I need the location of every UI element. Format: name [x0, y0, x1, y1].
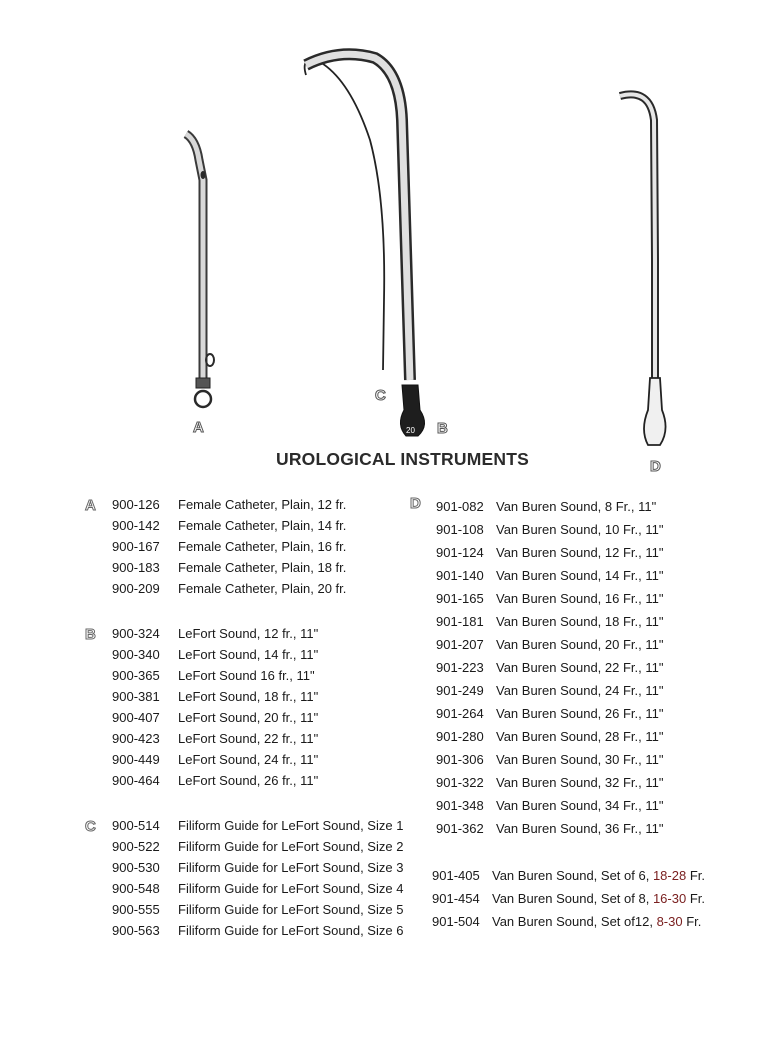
item-description: Filiform Guide for LeFort Sound, Size 5 — [178, 902, 404, 917]
size-mark-label: 20 — [406, 426, 415, 435]
item-code: 900-407 — [112, 710, 160, 725]
figure-label-d: D — [650, 458, 661, 475]
item-description: Filiform Guide for LeFort Sound, Size 2 — [178, 839, 404, 854]
page-title: UROLOGICAL INSTRUMENTS — [276, 449, 529, 469]
item-code: 900-209 — [112, 581, 160, 596]
item-description: Van Buren Sound, 30 Fr., 11" — [496, 752, 664, 767]
item-code: 901-140 — [436, 568, 484, 583]
item-code: 901-504 — [432, 914, 480, 929]
female-catheter-drawing — [186, 134, 214, 407]
figure-label-c: C — [375, 387, 386, 404]
group-a-letter: A — [85, 497, 96, 514]
item-code: 900-167 — [112, 539, 160, 554]
item-code: 901-280 — [436, 729, 484, 744]
item-description: LeFort Sound, 18 fr., 11" — [178, 689, 319, 704]
item-description: Van Buren Sound, 20 Fr., 11" — [496, 637, 664, 652]
item-description: Van Buren Sound, 10 Fr., 11" — [496, 522, 664, 537]
item-description: LeFort Sound, 14 fr., 11" — [178, 647, 319, 662]
group-b-letter: B — [85, 626, 96, 643]
item-code: 901-082 — [436, 499, 484, 514]
item-code: 900-183 — [112, 560, 160, 575]
item-description: LeFort Sound, 20 fr., 11" — [178, 710, 319, 725]
item-description: Van Buren Sound, 32 Fr., 11" — [496, 775, 664, 790]
item-description: Van Buren Sound, 16 Fr., 11" — [496, 591, 664, 606]
item-code: 900-464 — [112, 773, 160, 788]
item-code: 901-207 — [436, 637, 484, 652]
item-code: 900-522 — [112, 839, 160, 854]
item-description: Van Buren Sound, 26 Fr., 11" — [496, 706, 664, 721]
item-code: 900-423 — [112, 731, 160, 746]
item-description: LeFort Sound, 24 fr., 11" — [178, 752, 319, 767]
item-description: Van Buren Sound, 28 Fr., 11" — [496, 729, 664, 744]
item-description: Van Buren Sound, Set of 8, 16-30 Fr. — [492, 891, 705, 906]
item-description: Filiform Guide for LeFort Sound, Size 1 — [178, 818, 404, 833]
item-code: 901-165 — [436, 591, 484, 606]
item-description: Filiform Guide for LeFort Sound, Size 6 — [178, 923, 404, 938]
size-range: 8-30 — [656, 914, 683, 929]
lefort-sound-drawing — [306, 54, 425, 436]
item-description: Van Buren Sound, Set of 6, 18-28 Fr. — [492, 868, 705, 883]
item-code: 901-322 — [436, 775, 484, 790]
item-code: 901-306 — [436, 752, 484, 767]
item-code: 901-108 — [436, 522, 484, 537]
instrument-illustration — [0, 0, 780, 480]
item-description: Van Buren Sound, 34 Fr., 11" — [496, 798, 664, 813]
item-code: 900-142 — [112, 518, 160, 533]
item-code: 900-548 — [112, 881, 160, 896]
item-description: LeFort Sound, 22 fr., 11" — [178, 731, 319, 746]
item-code: 901-264 — [436, 706, 484, 721]
item-description: Van Buren Sound, 36 Fr., 11" — [496, 821, 664, 836]
item-code: 901-124 — [436, 545, 484, 560]
item-code: 900-324 — [112, 626, 160, 641]
filiform-guide-drawing — [305, 60, 385, 370]
group-d-letter: D — [410, 495, 421, 512]
item-description: Female Catheter, Plain, 16 fr. — [178, 539, 347, 554]
item-code: 900-340 — [112, 647, 160, 662]
item-description: Van Buren Sound, 18 Fr., 11" — [496, 614, 664, 629]
item-description: Filiform Guide for LeFort Sound, Size 3 — [178, 860, 404, 875]
item-code: 901-348 — [436, 798, 484, 813]
figure-label-a: A — [193, 419, 204, 436]
item-description: LeFort Sound, 12 fr., 11" — [178, 626, 319, 641]
item-description: LeFort Sound, 26 fr., 11" — [178, 773, 319, 788]
item-description: Female Catheter, Plain, 18 fr. — [178, 560, 347, 575]
item-code: 901-223 — [436, 660, 484, 675]
item-code: 900-555 — [112, 902, 160, 917]
item-code: 901-454 — [432, 891, 480, 906]
group-b-list — [85, 626, 412, 796]
group-c-list — [85, 818, 422, 948]
item-description: Female Catheter, Plain, 12 fr. — [178, 497, 347, 512]
item-code: 900-514 — [112, 818, 160, 833]
item-code: 900-365 — [112, 668, 160, 683]
group-d-list — [410, 495, 766, 839]
item-description: Van Buren Sound, Set of12, 8-30 Fr. — [492, 914, 702, 929]
item-description: Van Buren Sound, 22 Fr., 11" — [496, 660, 664, 675]
item-description: Van Buren Sound, 12 Fr., 11" — [496, 545, 664, 560]
item-code: 901-249 — [436, 683, 484, 698]
group-a-list — [85, 497, 412, 607]
sets-list — [432, 868, 772, 938]
size-range: 18-28 — [652, 868, 687, 883]
item-code: 901-405 — [432, 868, 480, 883]
item-code: 901-181 — [436, 614, 484, 629]
item-code: 900-563 — [112, 923, 160, 938]
group-c-letter: C — [85, 818, 96, 835]
item-description: Van Buren Sound, 24 Fr., 11" — [496, 683, 664, 698]
item-description: LeFort Sound 16 fr., 11" — [178, 668, 315, 683]
van-buren-sound-drawing — [620, 94, 666, 445]
item-description: Female Catheter, Plain, 20 fr. — [178, 581, 347, 596]
item-code: 900-126 — [112, 497, 160, 512]
item-code: 900-449 — [112, 752, 160, 767]
size-range: 16-30 — [652, 891, 687, 906]
item-description: Van Buren Sound, 8 Fr., 11" — [496, 499, 657, 514]
item-description: Female Catheter, Plain, 14 fr. — [178, 518, 347, 533]
item-description: Filiform Guide for LeFort Sound, Size 4 — [178, 881, 404, 896]
figure-label-b: B — [437, 420, 448, 437]
item-code: 900-381 — [112, 689, 160, 704]
item-code: 900-530 — [112, 860, 160, 875]
item-description: Van Buren Sound, 14 Fr., 11" — [496, 568, 664, 583]
item-code: 901-362 — [436, 821, 484, 836]
